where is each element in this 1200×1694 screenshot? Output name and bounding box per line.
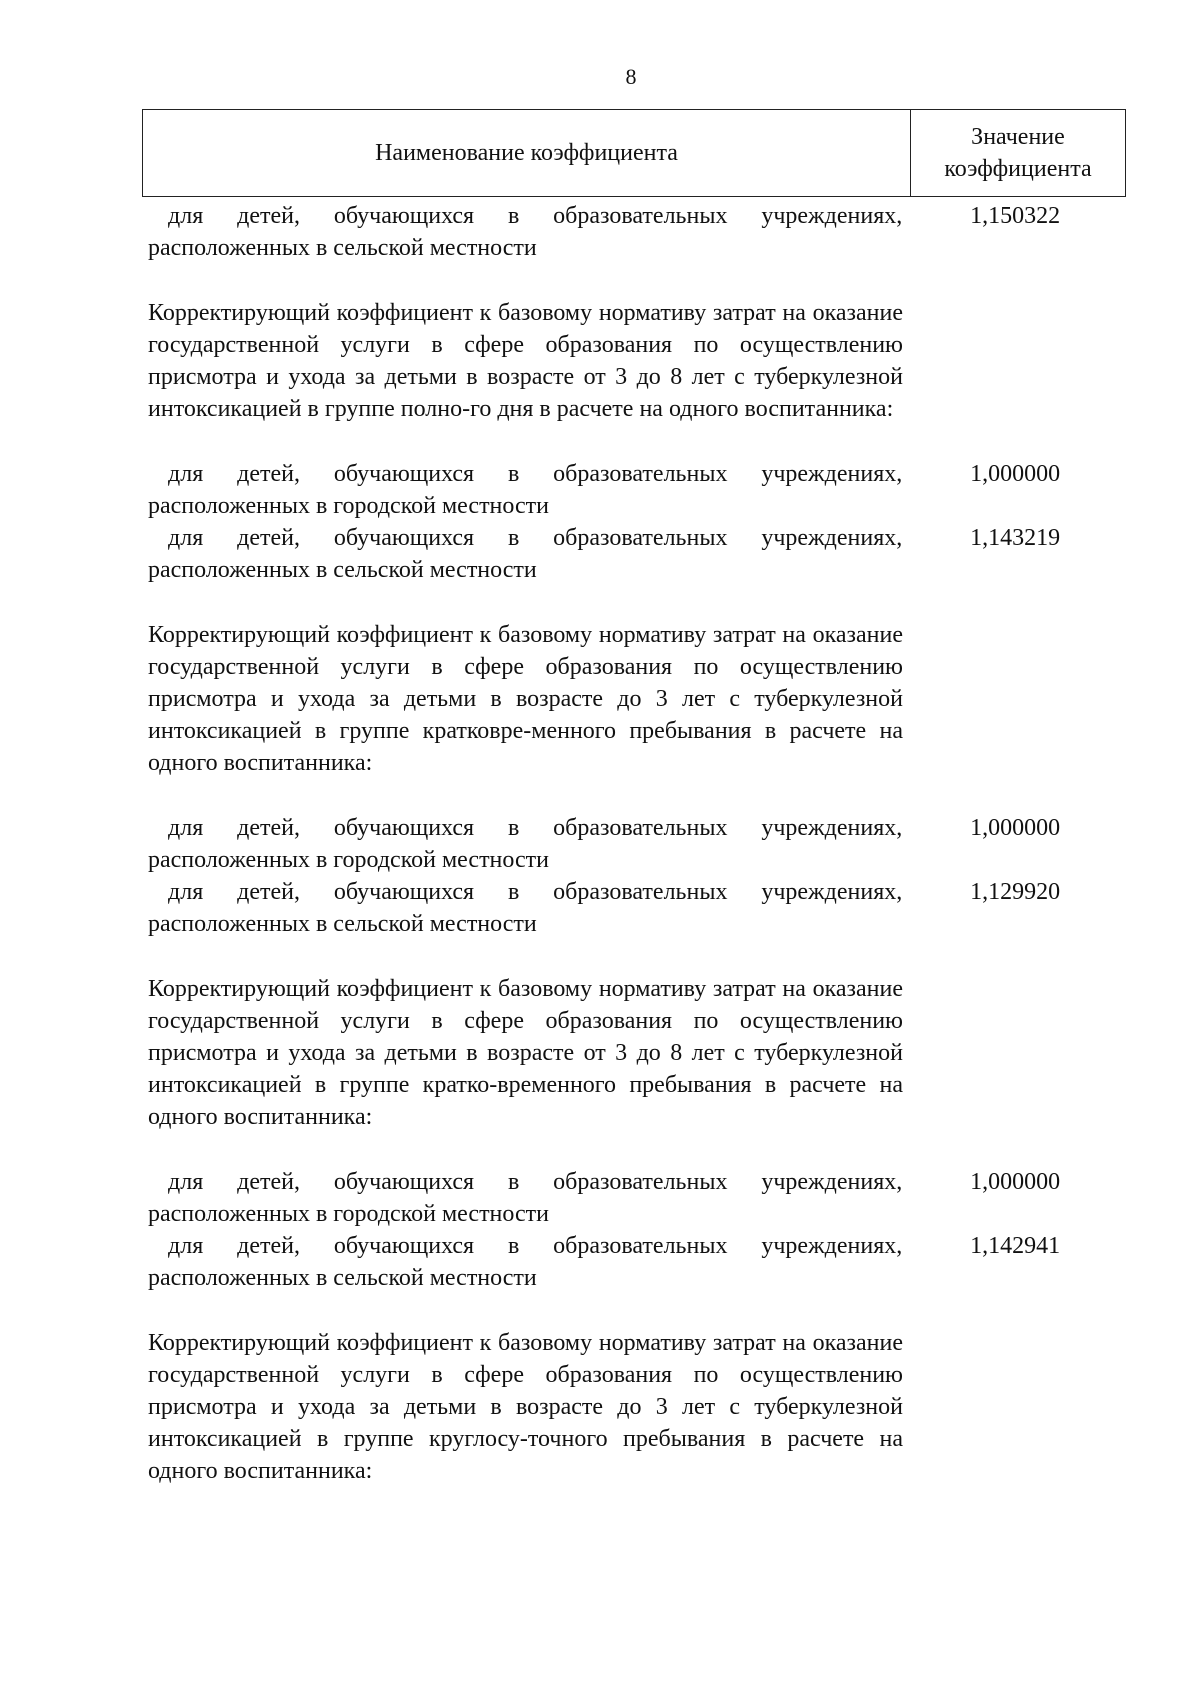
- coefficient-section-heading: Корректирующий коэффициент к базовому нормативу затрат на оказание государственной услуги в сфере образования по осуществлению присмотра и ухода за детьми в возрасте от 3 до 8 лет с туберкулезной интоксикацией в группе полно-го дня в расчете на одного воспитанника:: [148, 300, 903, 422]
- column-header-value: [911, 110, 1125, 196]
- coefficient-row-text: для детей, обучающихся в образовательных учреждениях, расположенных в городской местности: [148, 461, 903, 519]
- coefficient-row-value: 1,150322: [970, 203, 1061, 229]
- coefficient-row: [148, 200, 1128, 264]
- coefficient-row-value: 1,129920: [970, 879, 1061, 905]
- page-number: 8: [625, 64, 637, 89]
- coefficient-section-heading: Корректирующий коэффициент к базовому нормативу затрат на оказание государственной услуги в сфере образования по осуществлению присмотра и ухода за детьми в возрасте до 3 лет с туберкулезной интоксикацией в группе круглосу-точного пребывания в расчете на одного воспитанника:: [148, 1330, 903, 1484]
- coefficient-row: [148, 1166, 1128, 1230]
- coefficient-row-text: для детей, обучающихся в образовательных учреждениях, расположенных в сельской местности: [148, 1233, 903, 1291]
- coefficient-row: [148, 458, 1128, 522]
- coefficient-row: [148, 522, 1128, 586]
- coefficient-row-value: 1,000000: [970, 461, 1061, 487]
- column-header-name: Наименование коэффициента: [143, 110, 911, 196]
- coefficient-row-value: 1,142941: [970, 1233, 1061, 1259]
- coefficient-list: [148, 200, 1128, 1487]
- coefficient-row-text: для детей, обучающихся в образовательных учреждениях, расположенных в сельской местности: [148, 525, 903, 583]
- coefficient-row-text: для детей, обучающихся в образовательных учреждениях, расположенных в городской местности: [148, 1169, 903, 1227]
- column-header-value-line1: Значение: [971, 124, 1065, 150]
- table-header: [142, 109, 1126, 197]
- coefficient-row-text: для детей, обучающихся в образовательных учреждениях, расположенных в сельской местности: [148, 203, 903, 261]
- coefficient-row: [148, 876, 1128, 940]
- coefficient-row-value: 1,000000: [970, 815, 1061, 841]
- coefficient-row-value: 1,000000: [970, 1169, 1061, 1195]
- coefficient-row-value: 1,143219: [970, 525, 1061, 551]
- coefficient-row-text: для детей, обучающихся в образовательных учреждениях, расположенных в городской местности: [148, 815, 903, 873]
- coefficient-section-heading: Корректирующий коэффициент к базовому нормативу затрат на оказание государственной услуги в сфере образования по осуществлению присмотра и ухода за детьми в возрасте до 3 лет с туберкулезной интоксикацией в группе кратковре-менного пребывания в расчете на одного воспитанника:: [148, 622, 903, 776]
- coefficient-row-text: для детей, обучающихся в образовательных учреждениях, расположенных в сельской местности: [148, 879, 903, 937]
- coefficient-row: [148, 812, 1128, 876]
- coefficient-row: [148, 1230, 1128, 1294]
- column-header-value-line2: коэффициента: [944, 156, 1092, 182]
- coefficient-section-heading: Корректирующий коэффициент к базовому нормативу затрат на оказание государственной услуги в сфере образования по осуществлению присмотра и ухода за детьми в возрасте от 3 до 8 лет с туберкулезной интоксикацией в группе кратко-временного пребывания в расчете на одного воспитанника:: [148, 976, 903, 1130]
